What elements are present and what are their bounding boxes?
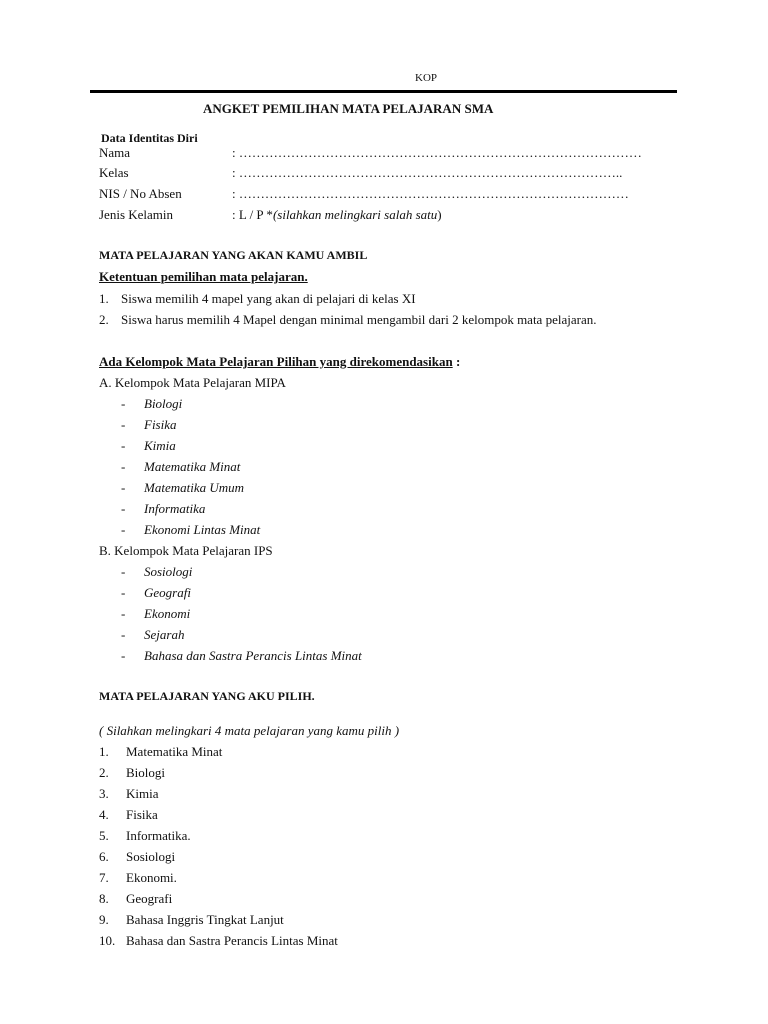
choice-instruction: ( Silahkan melingkari 4 mata pelajaran yang kamu pilih ) <box>99 723 400 738</box>
list-dash: - <box>121 438 126 453</box>
rule-number: 2. <box>99 312 109 327</box>
identity-field-nis[interactable]: : ……………………………………………………………………………… <box>232 186 629 201</box>
groups-heading-colon: : <box>452 354 461 369</box>
list-dash: - <box>121 606 126 621</box>
gender-options: : L / P * <box>232 207 273 222</box>
list-dash: - <box>121 585 126 600</box>
list-dash: - <box>121 501 126 516</box>
identity-field-nama[interactable]: : ………………………………………………………………………………… <box>232 145 642 160</box>
groups-heading <box>99 354 460 370</box>
list-dash: - <box>121 648 126 663</box>
group-b-label: B. Kelompok Mata Pelajaran IPS <box>99 543 273 558</box>
choice-option[interactable]: Bahasa Inggris Tingkat Lanjut <box>126 912 284 927</box>
list-dash: - <box>121 417 126 432</box>
group-a-item: Ekonomi Lintas Minat <box>144 522 261 537</box>
list-dash: - <box>121 480 126 495</box>
choice-number: 7. <box>99 870 109 885</box>
choice-option[interactable]: Biologi <box>126 765 166 780</box>
choice-option[interactable]: Sosiologi <box>126 849 176 864</box>
choice-number: 10. <box>99 933 116 948</box>
gender-note-close: ) <box>437 207 442 222</box>
choice-number: 9. <box>99 912 109 927</box>
header-rule <box>90 90 677 93</box>
group-a-item: Matematika Minat <box>144 459 241 474</box>
identity-heading: Data Identitas Diri <box>101 131 198 145</box>
group-a-item: Kimia <box>144 438 176 453</box>
choice-number: 1. <box>99 744 109 759</box>
section-heading-pilih: MATA PELAJARAN YANG AKU PILIH. <box>99 689 315 703</box>
choice-option[interactable]: Informatika. <box>126 828 191 843</box>
list-dash: - <box>121 396 126 411</box>
group-b-item: Sosiologi <box>144 564 193 579</box>
choice-number: 6. <box>99 849 109 864</box>
choice-number: 4. <box>99 807 109 822</box>
choice-option[interactable]: Bahasa dan Sastra Perancis Lintas Minat <box>126 933 338 948</box>
choice-option[interactable]: Fisika <box>126 807 158 822</box>
identity-label-jenis-kelamin: Jenis Kelamin <box>99 207 174 222</box>
group-a-item: Matematika Umum <box>144 480 245 495</box>
identity-field-kelas[interactable]: : …………………………………………………………………………….. <box>232 165 623 180</box>
identity-label-nama: Nama <box>99 145 131 160</box>
group-a-label: A. Kelompok Mata Pelajaran MIPA <box>99 375 286 390</box>
identity-label-nis: NIS / No Absen <box>99 186 182 201</box>
list-dash: - <box>121 564 126 579</box>
group-a-item: Fisika <box>144 417 177 432</box>
group-b-item: Geografi <box>144 585 191 600</box>
group-b-item: Bahasa dan Sastra Perancis Lintas Minat <box>144 648 362 663</box>
list-dash: - <box>121 459 126 474</box>
group-a-item: Biologi <box>144 396 183 411</box>
list-dash: - <box>121 522 126 537</box>
list-dash: - <box>121 627 126 642</box>
rules-heading: Ketentuan pemilihan mata pelajaran. <box>99 269 308 284</box>
choice-number: 5. <box>99 828 109 843</box>
rule-text: Siswa harus memilih 4 Mapel dengan minimal mengambil dari 2 kelompok mata pelajaran. <box>121 312 597 327</box>
gender-note: (silahkan melingkari salah satu <box>272 207 438 222</box>
choice-option[interactable]: Geografi <box>126 891 173 906</box>
group-a-item: Informatika <box>144 501 206 516</box>
section-heading-ambil: MATA PELAJARAN YANG AKAN KAMU AMBIL <box>99 248 368 262</box>
choice-number: 2. <box>99 765 109 780</box>
groups-heading-text: Ada Kelompok Mata Pelajaran Pilihan yang direkomendasikan <box>99 354 453 369</box>
choice-option[interactable]: Matematika Minat <box>126 744 223 759</box>
choice-option[interactable]: Kimia <box>126 786 159 801</box>
choice-number: 8. <box>99 891 109 906</box>
identity-label-kelas: Kelas <box>99 165 129 180</box>
choice-number: 3. <box>99 786 109 801</box>
page-title: ANGKET PEMILIHAN MATA PELAJARAN SMA <box>203 101 494 116</box>
rule-text: Siswa memilih 4 mapel yang akan di pelajari di kelas XI <box>121 291 416 306</box>
group-b-item: Sejarah <box>144 627 185 642</box>
kop-label: KOP <box>415 72 438 84</box>
choice-option[interactable]: Ekonomi. <box>126 870 177 885</box>
group-b-item: Ekonomi <box>144 606 191 621</box>
identity-field-jenis-kelamin[interactable] <box>232 207 442 223</box>
rule-number: 1. <box>99 291 109 306</box>
